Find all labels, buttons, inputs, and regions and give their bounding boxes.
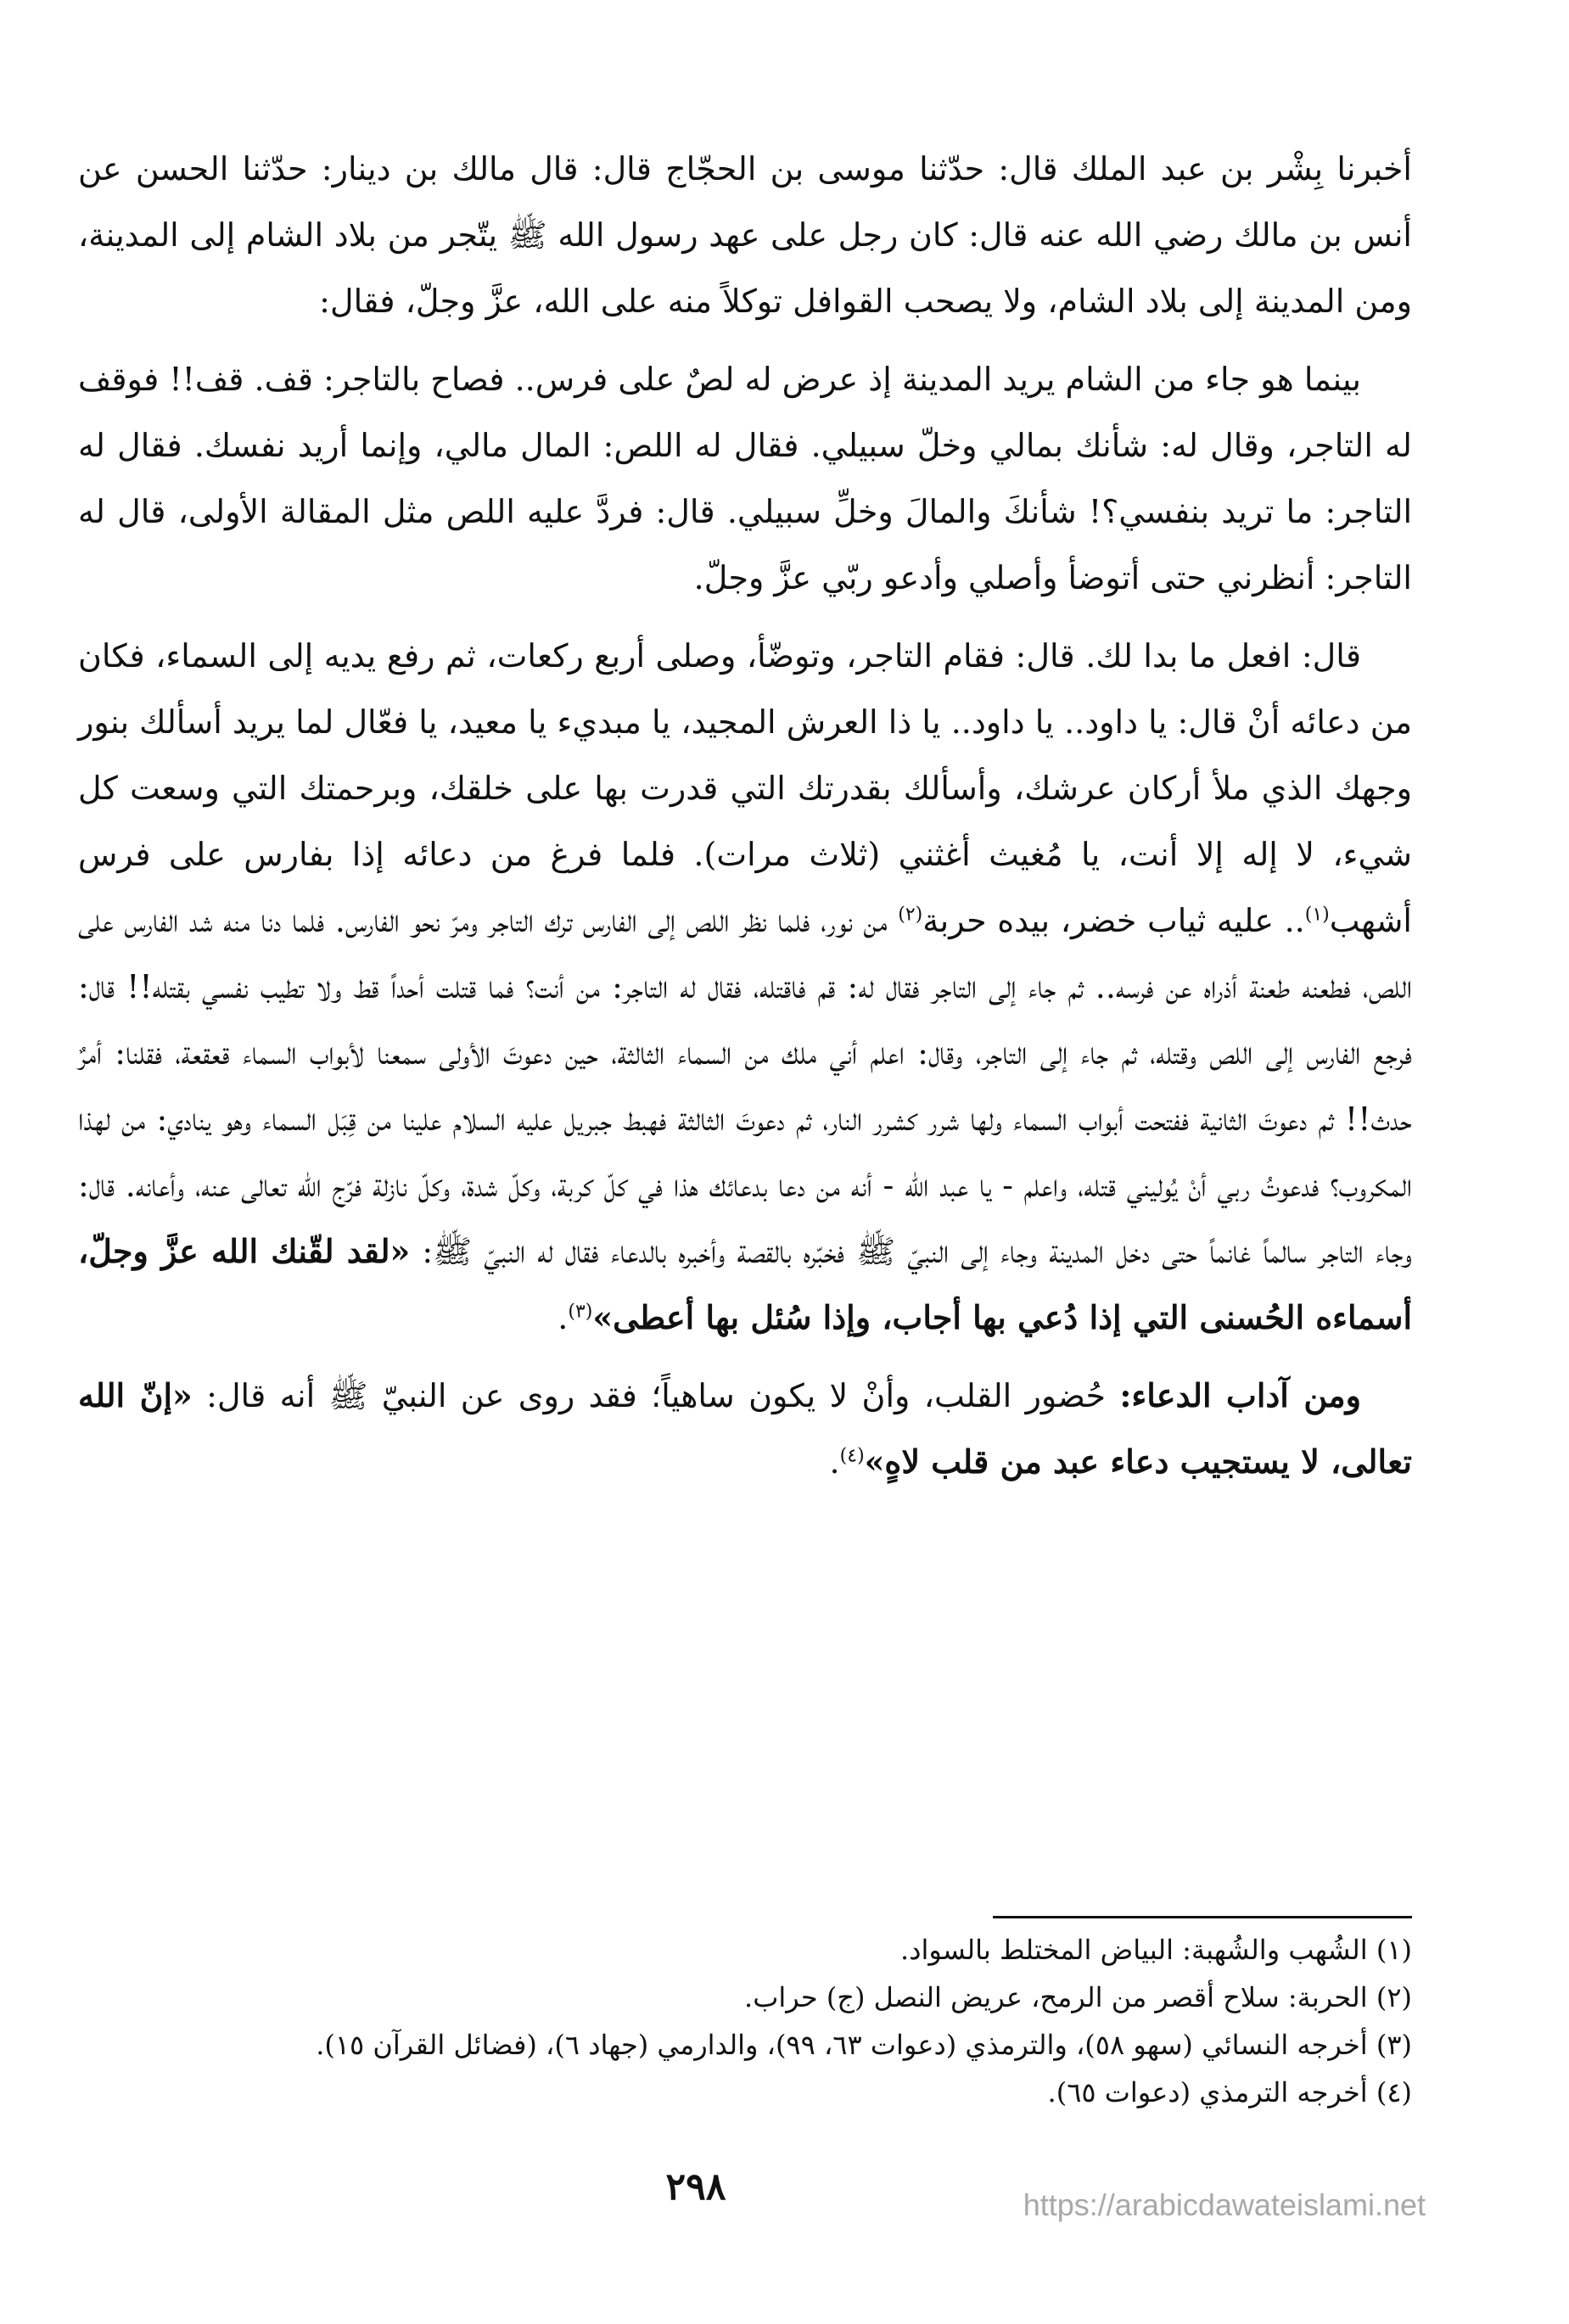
paragraph-text: .. عليه ثياب خضر، بيده حربة (922, 902, 1305, 939)
footnote: (١) الشُهب والشُهبة: البياض المختلط بالسواد. (900, 1934, 1412, 1966)
paragraph-text: . (829, 1443, 840, 1481)
footnotes (78, 1926, 1412, 2116)
footnote-divider (993, 1916, 1412, 1918)
footnote-marker: (٢) (898, 904, 923, 926)
section-lead: ومن آداب الدعاء: (1119, 1376, 1361, 1414)
hadith-quote: «لقد لقّنك الله عزَّ وجلّ، أسماءه الحُسنى التي إذا دُعي بها أجاب، وإذا سُئل بها أعطى» (78, 1232, 1412, 1336)
paragraph-text: أخبرنا بِشْر بن عبد الملك قال: حدّثنا موسى بن الحجّاج قال: قال مالك بن دينار: حدّثنا الحسن عن أنس بن مالك رضي الله عنه قال: كان رجل على عهد رسول الله ﷺ يتّجر من بلاد الشام إلى المدينة، ومن المدينة إلى بلاد الشام، ولا يصحب القوافل توكلاً منه على الله، عزَّ وجلّ، فقال: (78, 150, 1412, 320)
page-number: ٢٩٨ (665, 2165, 726, 2209)
footnote: (٣) أخرجه النسائي (سهو ٥٨)، والترمذي (دعوات ٦٣، ٩٩)، والدارمي (جهاد ٦)، (فضائل القرآن ١٥). (316, 2029, 1412, 2061)
footnote-marker: (٤) (839, 1445, 865, 1467)
paragraph-text: قال: افعل ما بدا لك. قال: فقام التاجر، وتوضّأ، وصلى أربع ركعات، ثم رفع يديه إلى السماء، فكان من دعائه أنْ قال: يا داود.. يا داود.. يا ذا العرش المجيد، يا مبديء يا معيد، يا فعّال لما يريد أسألك بنور وجهك الذي ملأ أركان عرشك، وأسألك بقدرتك التي قدرت بها على خلقك، وبرحمتك التي وسعت كل شيء، لا إله إلا أنت، يا مُغيث أغثني (ثلاث مرات). فلما فرغ من دعائه إذا بفارس على فرس أشهب (78, 637, 1412, 939)
footnote: (٢) الحربة: سلاح أقصر من الرمح، عريض النصل (ج) حراب. (744, 1981, 1412, 2013)
paragraph-text: من نور، فلما نظر اللص إلى الفارس ترك التاجر ومرّ نحو الفارس. فلما دنا منه شد الفارس على اللص، فطعنه طعنة أذراه عن فرسه.. ثم جاء إلى التاجر فقال له: قم فاقتله، فقال له التاجر: من أنت؟ فما قتلت أحداً قط ولا تطيب نفسي بقتله!! قال: فرجع الفارس إلى اللص وقتله، ثم جاء إلى التاجر، وقال: اعلم أني ملك من السماء الثالثة، حين دعوتَ الأولى سمعنا لأبواب السماء قعقعة، فقلنا: أمرٌ حدث!! ثم دعوتَ الثانية ففتحت أبواب السماء ولها شرر كشرر النار، ثم دعوتَ الثالثة فهبط جبريل عليه السلام علينا من قِبَل السماء وهو ينادي: من لهذا المكروب؟ فدعوتُ ربي أنْ يُوليني قتله، واعلم - يا عبد الله - أنه من دعا بدعائك هذا في كلّ كربة، وكلّ شدة، وكلّ نازلة فرّج الله تعالى عنه، وأعانه. قال: وجاء التاجر سالماً غانماً حتى دخل المدينة وجاء إلى النبيّ ﷺ فخبّره بالقصة وأخبره بالدعاء فقال له النبيّ ﷺ: (78, 902, 1412, 1270)
footnote-marker: (١) (1304, 904, 1330, 926)
body-text (78, 136, 1412, 1507)
paragraph (78, 623, 1412, 1351)
hadith-quote: «إنّ الله تعالى، لا يستجيب دعاء عبد من قلب لاهٍ» (78, 1376, 1412, 1481)
footnote-marker: (٣) (568, 1301, 593, 1323)
paragraph-text: . (558, 1299, 569, 1336)
paragraph (78, 136, 1412, 334)
footnote: (٤) أخرجه الترمذي (دعوات ٦٥). (1047, 2076, 1412, 2108)
paragraph (78, 346, 1412, 611)
watermark-url: https://arabicdawateislami.net (1023, 2187, 1426, 2222)
paragraph-text: حُضور القلب، وأنْ لا يكون ساهياً؛ فقد روى عن النبيّ ﷺ أنه قال: (192, 1377, 1120, 1414)
paragraph-text: بينما هو جاء من الشام يريد المدينة إذ عرض له لصٌ على فرس.. فصاح بالتاجر: قف. قف!! فوقف له التاجر، وقال له: شأنك بمالي وخلّ سبيلي. فقال له اللص: المال مالي، وإنما أريد نفسك. فقال له التاجر: ما تريد بنفسي؟! شأنكَ والمالَ وخلِّ سبيلي. قال: فردَّ عليه اللص مثل المقالة الأولى، قال له التاجر: أنظرني حتى أتوضأ وأصلي وأدعو ربّي عزَّ وجلّ. (78, 361, 1412, 596)
paragraph (78, 1363, 1412, 1495)
